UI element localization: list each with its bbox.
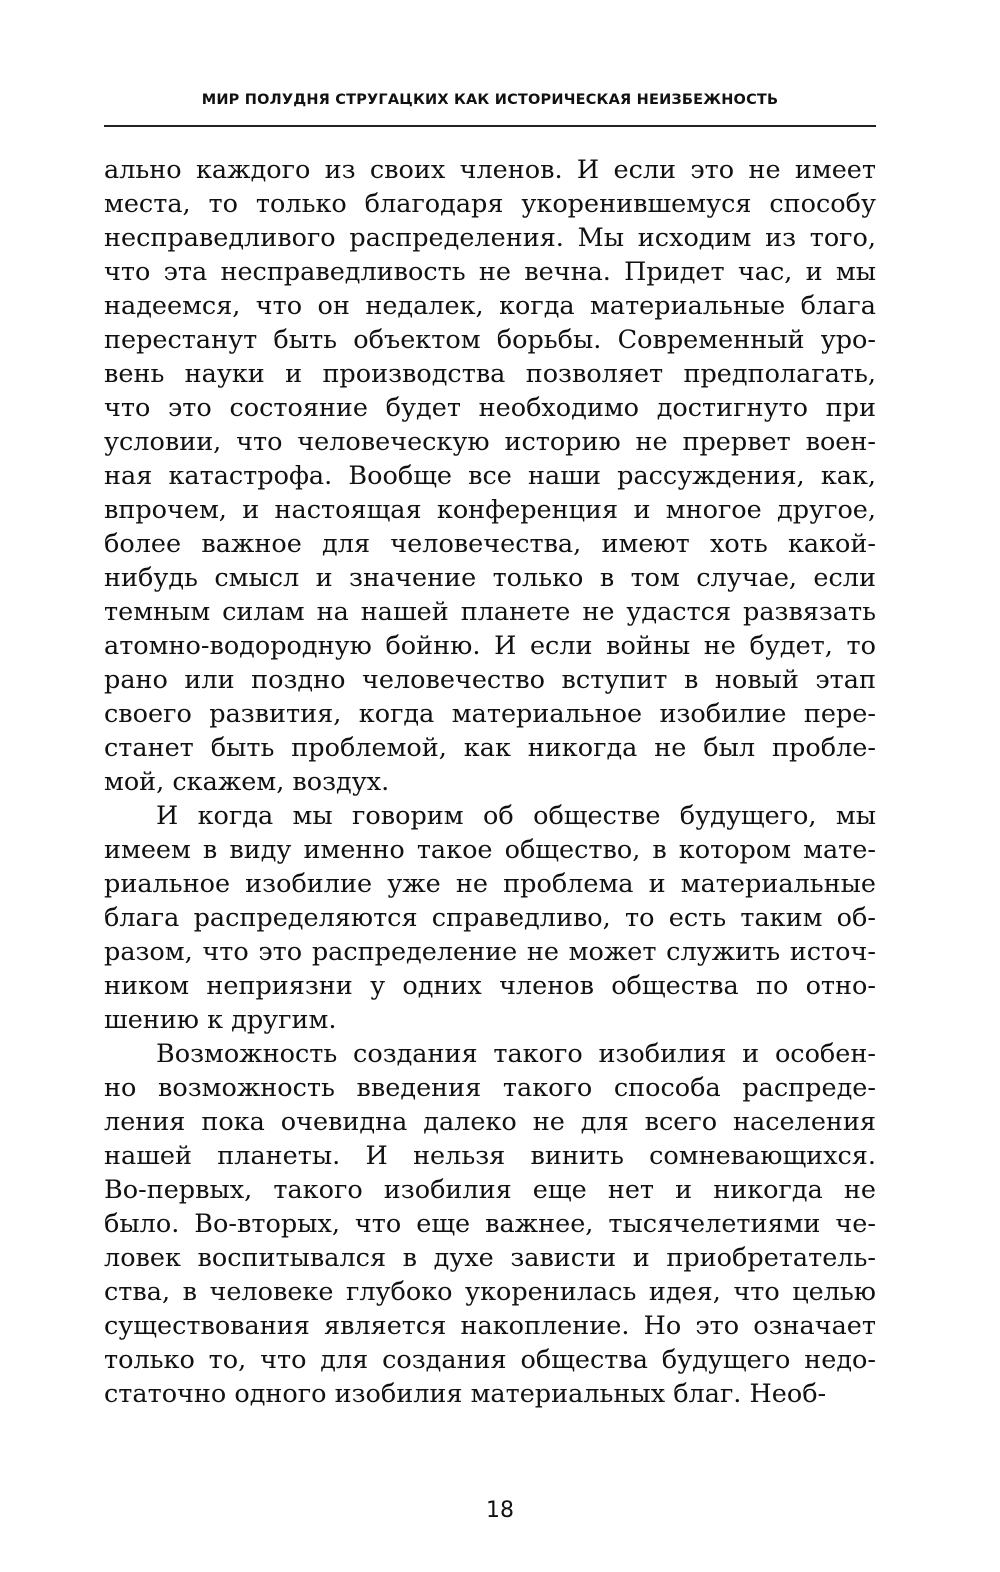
text-line: разом, что это распределение не может служить источ- [104, 937, 876, 967]
text-line: только то, что для создания общества будущего недо- [104, 1345, 876, 1375]
text-line: темным силам на нашей планете не удастся развязать [104, 597, 876, 627]
text-line: условии, что человеческую историю не прервет воен- [104, 427, 876, 457]
header-rule [104, 125, 876, 127]
text-line: места, то только благодаря укоренившемуся способу [104, 189, 876, 219]
text-line: но возможность введения такого способа распреде- [104, 1073, 876, 1103]
text-line: станет быть проблемой, как никогда не был пробле- [104, 733, 876, 763]
page-number: 18 [486, 1498, 514, 1523]
text-line: нибудь смысл и значение только в том случае, если [104, 563, 876, 593]
text-line: И когда мы говорим об обществе будущего, мы [156, 801, 876, 831]
text-line: перестанут быть объектом борьбы. Современный уро- [104, 325, 876, 355]
text-line: более важное для человечества, имеют хоть какой- [104, 529, 876, 559]
text-line: вень науки и производства позволяет предполагать, [104, 359, 876, 389]
text-line: блага распределяются справедливо, то есть таким об- [104, 903, 876, 933]
text-line: впрочем, и настоящая конференция и многое другое, [104, 495, 876, 525]
text-line: шению к другим. [104, 1005, 337, 1035]
text-line: нашей планеты. И нельзя винить сомневающихся. [104, 1141, 876, 1171]
text-line: существования является накопление. Но это означает [104, 1311, 876, 1341]
text-line: рано или поздно человечество вступит в новый этап [104, 665, 876, 695]
text-line: Во-первых, такого изобилия еще нет и никогда не [104, 1175, 876, 1205]
text-line: ления пока очевидна далеко не для всего населения [104, 1107, 876, 1137]
text-line: мой, скажем, воздух. [104, 767, 390, 797]
running-header: МИР ПОЛУДНЯ СТРУГАЦКИХ КАК ИСТОРИЧЕСКАЯ НЕИЗБЕЖНОСТЬ [201, 92, 779, 108]
text-line: что это состояние будет необходимо достигнуто при [104, 393, 876, 423]
text-line: что эта несправедливость не вечна. Придет час, и мы [104, 257, 876, 287]
text-line: имеем в виду именно такое общество, в котором мате- [104, 835, 876, 865]
text-line: было. Во-вторых, что еще важнее, тысячелетиями че- [104, 1209, 876, 1239]
text-line: несправедливого распределения. Мы исходим из того, [104, 223, 876, 253]
body-text [104, 153, 876, 1411]
text-line: своего развития, когда материальное изобилие пере- [104, 699, 876, 729]
text-line: риальное изобилие уже не проблема и материальные [104, 869, 876, 899]
text-line: ально каждого из своих членов. И если это не имеет [104, 155, 876, 185]
text-line: ником неприязни у одних членов общества по отно- [104, 971, 876, 1001]
text-line: статочно одного изобилия материальных благ. Необ- [104, 1379, 827, 1409]
text-line: надеемся, что он недалек, когда материальные блага [104, 291, 876, 321]
text-line: ловек воспитывался в духе зависти и приобретатель- [104, 1243, 876, 1273]
text-line: ная катастрофа. Вообще все наши рассуждения, как, [104, 461, 876, 491]
text-line: ства, в человеке глубоко укоренилась идея, что целью [104, 1277, 876, 1307]
text-line: Возможность создания такого изобилия и особен- [156, 1039, 876, 1069]
text-line: атомно-водородную бойню. И если войны не будет, то [104, 631, 876, 661]
